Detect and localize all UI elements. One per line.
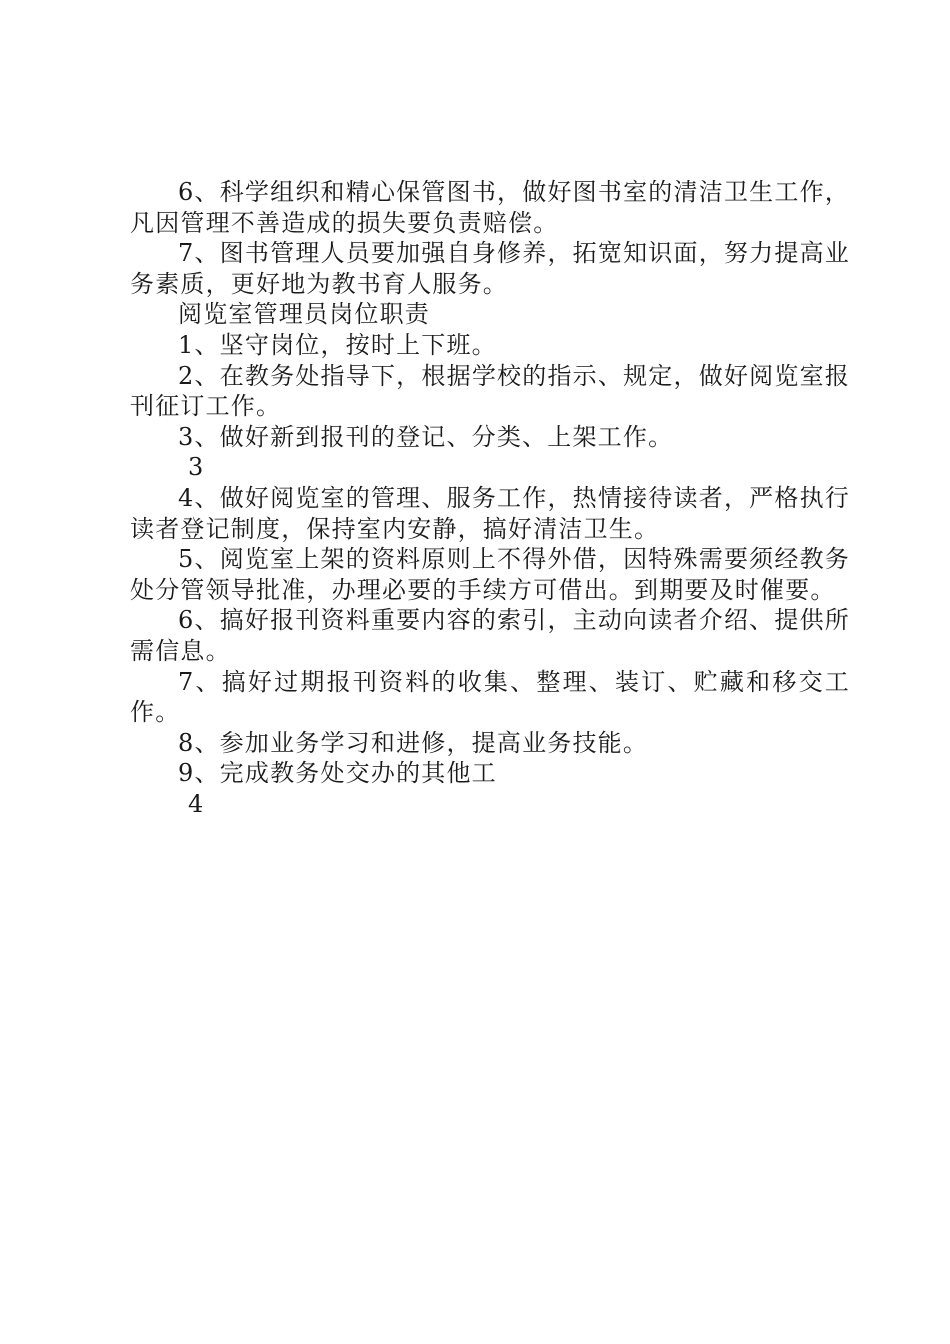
paragraph: 5、阅览室上架的资料原则上不得外借，因特殊需要须经教务处分管领导批准，办理必要的手续方可借出。到期要及时催要。 [130, 545, 850, 604]
paragraph: 2、在教务处指导下，根据学校的指示、规定，做好阅览室报刊征订工作。 [130, 361, 850, 421]
paragraph: 4、做好阅览室的管理、服务工作，热情接待读者，严格执行读者登记制度，保持室内安静，搞好清洁卫生。 [130, 483, 850, 543]
paragraph: 3、做好新到报刊的登记、分类、上架工作。 [178, 422, 674, 451]
section-heading: 阅览室管理员岗位职责 [178, 300, 430, 329]
paragraph: 6、搞好报刊资料重要内容的索引，主动向读者介绍、提供所需信息。 [130, 606, 850, 665]
page-number: 4 [188, 789, 205, 818]
paragraph: 6、科学组织和精心保管图书，做好图书室的清洁卫生工作，凡因管理不善造成的损失要负责赔偿。 [130, 178, 850, 237]
paragraph: 1、坚守岗位，按时上下班。 [178, 330, 497, 359]
paragraph: 9、完成教务处交办的其他工 [178, 759, 497, 788]
document-body [130, 177, 850, 819]
paragraph: 8、参加业务学习和进修，提高业务技能。 [178, 728, 649, 757]
paragraph: 7、图书管理人员要加强自身修养，拓宽知识面，努力提高业务素质，更好地为教书育人服务。 [130, 239, 850, 298]
paragraph: 7、搞好过期报刊资料的收集、整理、装订、贮藏和移交工作。 [130, 667, 850, 727]
page-number: 3 [188, 453, 205, 482]
